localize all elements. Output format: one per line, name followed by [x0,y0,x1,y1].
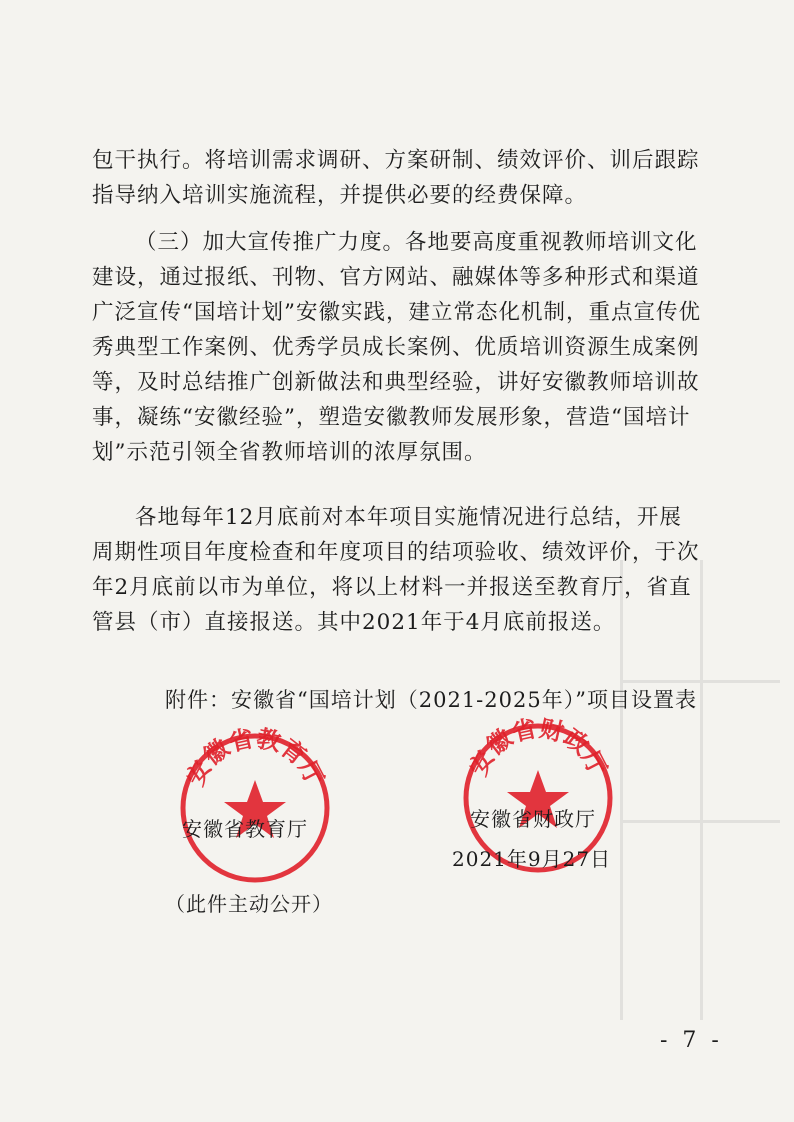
attachment-line: 附件：安徽省“国培计划（2021-2025年）”项目设置表 [165,688,697,712]
paragraph-3: 各地每年12月底前对本年项目实施情况进行总结，开展周期性项目年度检查和年度项目的结项验收、绩效评价，于次年2月底前以市为单位，将以上材料一并报送至教育厅，省直管县（市）直接报送。其中2021年于4月底前报送。 [92,505,700,635]
education-dept-signature: 安徽省教育厅 [182,817,308,841]
disclosure-note: （此件主动公开） [165,892,333,916]
finance-dept-signature: 安徽省财政厅 [470,807,596,831]
paragraph-1: 包干执行。将培训需求调研、方案研制、绩效评价、训后跟踪指导纳入培训实施流程，并提供必要的经费保障。 [92,148,700,208]
paragraph-2: （三）加大宣传推广力度。各地要高度重视教师培训文化建设，通过报纸、刊物、官方网站、融媒体等多种形式和渠道广泛宣传“国培计划”安徽实践，建立常态化机制，重点宣传优秀典型工作案例、优秀学员成长案例、优质培训资源生成案例等，及时总结推广创新做法和典型经验，讲好安徽教师培训故事，凝练“安徽经验”，塑造安徽教师发展形象，营造“国培计划”示范引领全省教师培训的浓厚氛围。 [92,230,701,465]
page-number: - 7 - [660,1028,723,1053]
finance-seal-text: 安徽省财政厅 [464,714,612,781]
education-seal-text: 安徽省教育厅 [181,724,329,791]
issue-date: 2021年9月27日 [452,847,612,871]
education-dept-seal [175,724,335,888]
